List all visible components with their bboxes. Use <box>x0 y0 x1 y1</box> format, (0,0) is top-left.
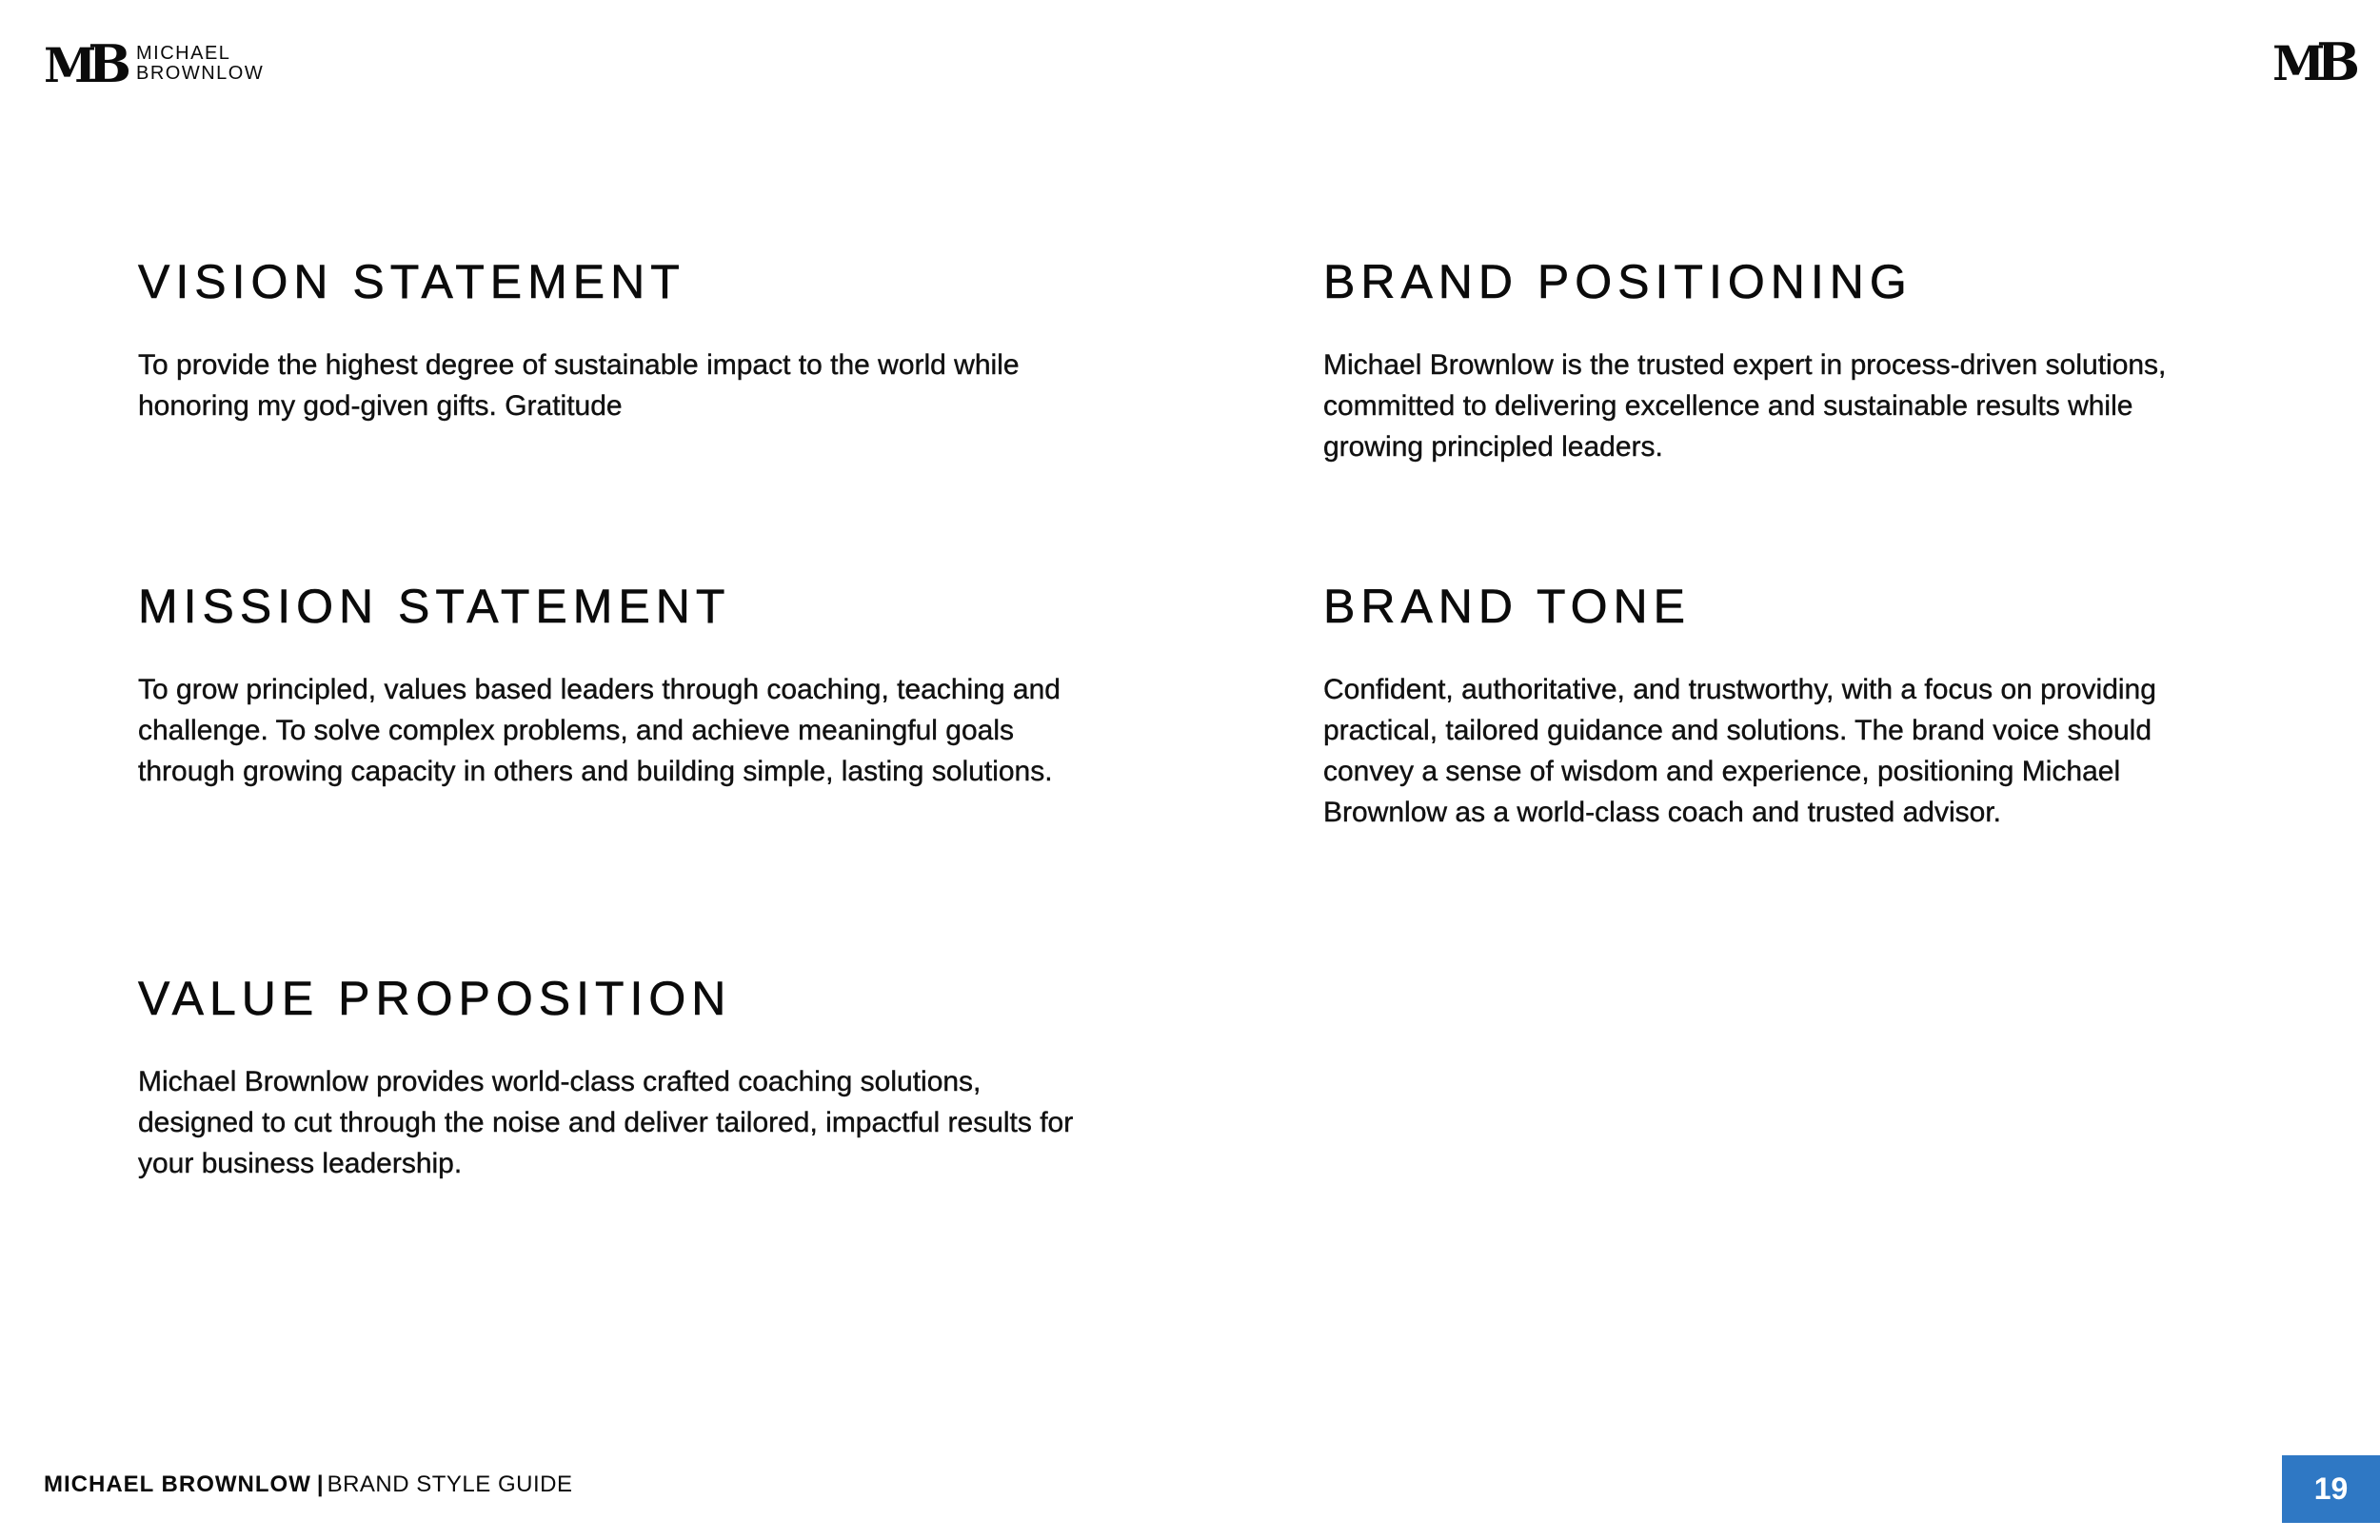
brand-tone-title: BRAND TONE <box>1323 580 1692 633</box>
logo-line-first-name: MICHAEL <box>136 43 231 64</box>
footer-document-title: BRAND STYLE GUIDE <box>327 1471 573 1497</box>
header-logo <box>44 33 265 94</box>
mission-body: To grow principled, values based leaders through coaching, teaching and challenge. To solve complex problems, and achieve meaningful goals through growing capacity in others and building simple, lasting solutions. <box>138 674 1061 787</box>
vision-section <box>138 253 1100 426</box>
footer-caption <box>44 1471 572 1499</box>
value-proposition-title: VALUE PROPOSITION <box>138 972 732 1025</box>
vision-title: VISION STATEMENT <box>138 255 685 308</box>
monogram-logo <box>44 33 124 94</box>
brand-positioning-body: Michael Brownlow is the trusted expert in process-driven solutions, committed to delivering excellence and sustainable results while growing principled leaders. <box>1323 349 2167 463</box>
footer-separator: | <box>316 1471 324 1497</box>
value-proposition-body: Michael Brownlow provides world-class crafted coaching solutions, designed to cut through the noise and deliver tailored, impactful results for your business leadership. <box>138 1066 1074 1179</box>
monogram-logo-right <box>2271 31 2351 92</box>
footer-brand-name: MICHAEL BROWNLOW <box>44 1471 311 1497</box>
mission-section <box>138 578 1100 792</box>
logo-line-last-name: BROWNLOW <box>136 63 265 84</box>
value-proposition-section <box>138 970 1100 1184</box>
logo-wordmark <box>136 44 264 84</box>
brand-tone-section <box>1323 578 2218 833</box>
header-monogram-right <box>2271 31 2351 92</box>
vision-body: To provide the highest degree of sustainable impact to the world while honoring my god-given gifts. Gratitude <box>138 349 1020 422</box>
brand-positioning-section <box>1323 253 2218 467</box>
brand-positioning-title: BRAND POSITIONING <box>1323 255 1913 308</box>
page-number-badge <box>2282 1455 2380 1523</box>
brand-tone-body: Confident, authoritative, and trustworthy, with a focus on providing practical, tailored guidance and solutions. The brand voice should convey a sense of wisdom and experience, positioning Michael Brownlow as a world-class coach and trusted advisor. <box>1323 674 2156 828</box>
page-number: 19 <box>2313 1471 2349 1506</box>
monogram-b: B <box>88 33 124 94</box>
monogram-m: M <box>44 37 89 93</box>
monogram-b-right: B <box>2316 31 2351 92</box>
monogram-m-right: M <box>2271 35 2317 91</box>
mission-title: MISSION STATEMENT <box>138 580 731 633</box>
